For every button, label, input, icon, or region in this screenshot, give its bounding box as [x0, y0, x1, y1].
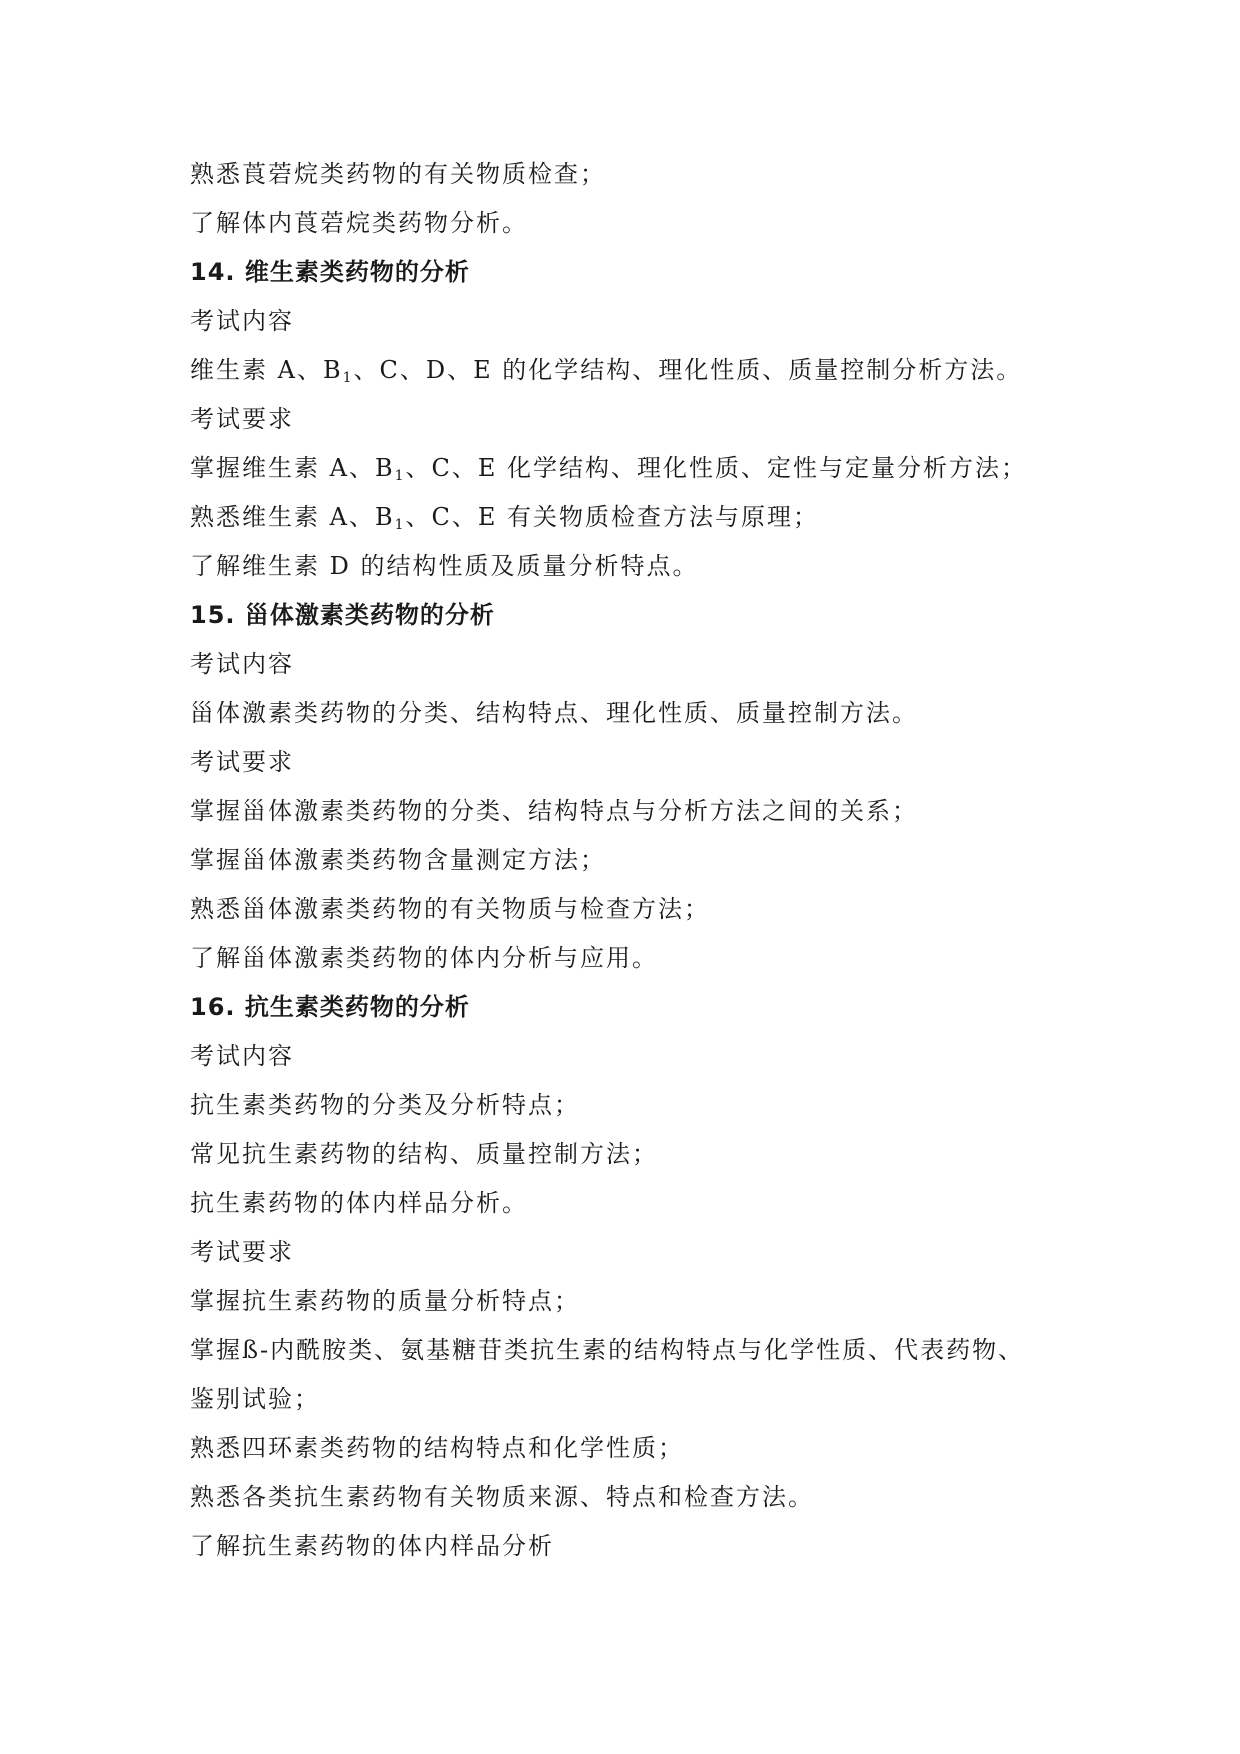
paragraph: 熟悉莨菪烷类药物的有关物质检查；: [190, 160, 606, 188]
section-heading-16: 16. 抗生素类药物的分析: [190, 993, 470, 1021]
paragraph: 维生素 A、$B_1$、C、D、E 的化学结构、理化性质、质量控制分析方法。: [190, 356, 1023, 386]
paragraph: 抗生素类药物的分类及分析特点；: [190, 1091, 580, 1119]
paragraph: 抗生素药物的体内样品分析。: [190, 1189, 528, 1217]
requirement-label: 考试要求: [190, 748, 294, 776]
section-heading-14: 14. 维生素类药物的分析: [190, 258, 470, 286]
paragraph: 甾体激素类药物的分类、结构特点、理化性质、质量控制方法。: [190, 699, 918, 727]
requirement-label: 考试要求: [190, 1238, 294, 1266]
syllabus-content: [190, 150, 1070, 1571]
requirement-label: 考试要求: [190, 405, 294, 433]
paragraph: 了解抗生素药物的体内样品分析: [190, 1532, 554, 1560]
content-label: 考试内容: [190, 650, 294, 678]
paragraph: 掌握维生素 A、$B_1$、C、E 化学结构、理化性质、定性与定量分析方法；: [190, 454, 1028, 484]
paragraph: 掌握抗生素药物的质量分析特点；: [190, 1287, 580, 1315]
paragraph: 了解甾体激素类药物的体内分析与应用。: [190, 944, 658, 972]
section-heading-15: 15. 甾体激素类药物的分析: [190, 601, 495, 629]
paragraph: 了解维生素 D 的结构性质及质量分析特点。: [190, 552, 699, 580]
paragraph: 熟悉各类抗生素药物有关物质来源、特点和检查方法。: [190, 1483, 814, 1511]
paragraph: 了解体内莨菪烷类药物分析。: [190, 209, 528, 237]
paragraph: 熟悉维生素 A、$B_1$、C、E 有关物质检查方法与原理；: [190, 503, 820, 533]
paragraph: 熟悉甾体激素类药物的有关物质与检查方法；: [190, 895, 710, 923]
paragraph: 掌握甾体激素类药物含量测定方法；: [190, 846, 606, 874]
content-label: 考试内容: [190, 1042, 294, 1070]
paragraph: 熟悉四环素类药物的结构特点和化学性质；: [190, 1434, 684, 1462]
paragraph: 掌握甾体激素类药物的分类、结构特点与分析方法之间的关系；: [190, 797, 918, 825]
paragraph: 掌握ß-内酰胺类、氨基糖苷类抗生素的结构特点与化学性质、代表药物、鉴别试验；: [190, 1336, 1025, 1413]
content-label: 考试内容: [190, 307, 294, 335]
paragraph: 常见抗生素药物的结构、质量控制方法；: [190, 1140, 658, 1168]
